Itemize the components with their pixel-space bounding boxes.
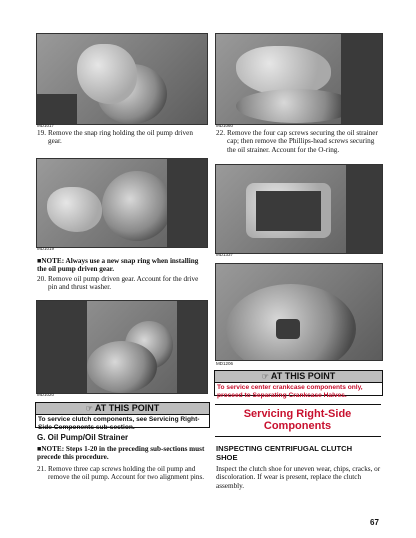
section-heading-oil-pump: G. Oil Pump/Oil Strainer (37, 433, 129, 442)
photo-oil-strainer (215, 164, 383, 254)
figure-id: MD1060 (216, 123, 234, 128)
at-this-point-box-clutch (35, 402, 210, 431)
step-19 (37, 129, 207, 146)
divider-rule (215, 436, 381, 437)
page-number: 67 (370, 518, 379, 527)
at-this-point-label: AT THIS POINT (94, 403, 160, 413)
photo-oil-pump-gear (36, 300, 208, 394)
pointing-hand-icon: ☞ (85, 404, 93, 413)
figure-id: MD1020 (37, 392, 55, 397)
figure-id: MD1206 (216, 361, 234, 366)
step-number: 22. (216, 129, 225, 137)
divider-rule (215, 404, 381, 405)
step-number: 20. (37, 275, 46, 283)
inspection-paragraph: Inspect the clutch shoe for uneven wear, chips, cracks, or discoloration. If wear is present, replace the clutch assembly. (216, 465, 381, 490)
step-text: Remove the four cap screws securing the oil strainer cap; then remove the Phillips-head screws securing the oil strainer. Account for the O-ring. (227, 129, 378, 154)
photo-crankcase (215, 263, 383, 361)
step-22 (216, 129, 381, 154)
photo-oil-strainer-cap (215, 33, 383, 125)
pointing-hand-icon: ☞ (261, 372, 269, 381)
at-this-point-header (215, 371, 382, 383)
main-section-heading: Servicing Right-Side Components (243, 408, 352, 432)
photo-snap-ring-removal (36, 33, 208, 125)
step-number: 19. (37, 129, 46, 137)
note-preceding-steps: ■NOTE: Steps 1-20 in the preceding sub-sections must precede this procedure. (37, 445, 205, 462)
note-snap-ring: ■NOTE: Always use a new snap ring when installing the oil pump driven gear. (37, 257, 199, 274)
step-20 (37, 275, 207, 292)
at-this-point-text: To service clutch components, see Servicing Right-Side Components sub-section. (38, 416, 200, 431)
step-text: Remove three cap screws holding the oil pump and remove the oil pump. Account for two alignment pins. (48, 465, 205, 482)
step-text: Remove oil pump driven gear. Account for the drive pin and thrust washer. (48, 275, 199, 292)
sub-section-heading: INSPECTING CENTRIFUGAL CLUTCH SHOE (216, 444, 353, 462)
at-this-point-box-crankcase (214, 370, 383, 399)
photo-snap-ring-tool (36, 158, 208, 248)
figure-id: MD1017 (37, 123, 55, 128)
at-this-point-text: To service center crankcase components only, proceed to Separating Crankcase Halves. (217, 384, 363, 399)
step-21 (37, 465, 207, 482)
step-text: Remove the snap ring holding the oil pump driven gear. (48, 129, 193, 146)
figure-id: MD1337 (216, 252, 234, 257)
at-this-point-label: AT THIS POINT (270, 371, 336, 381)
figure-id: MD1019 (37, 246, 55, 251)
at-this-point-header (36, 403, 209, 415)
step-number: 21. (37, 465, 46, 473)
